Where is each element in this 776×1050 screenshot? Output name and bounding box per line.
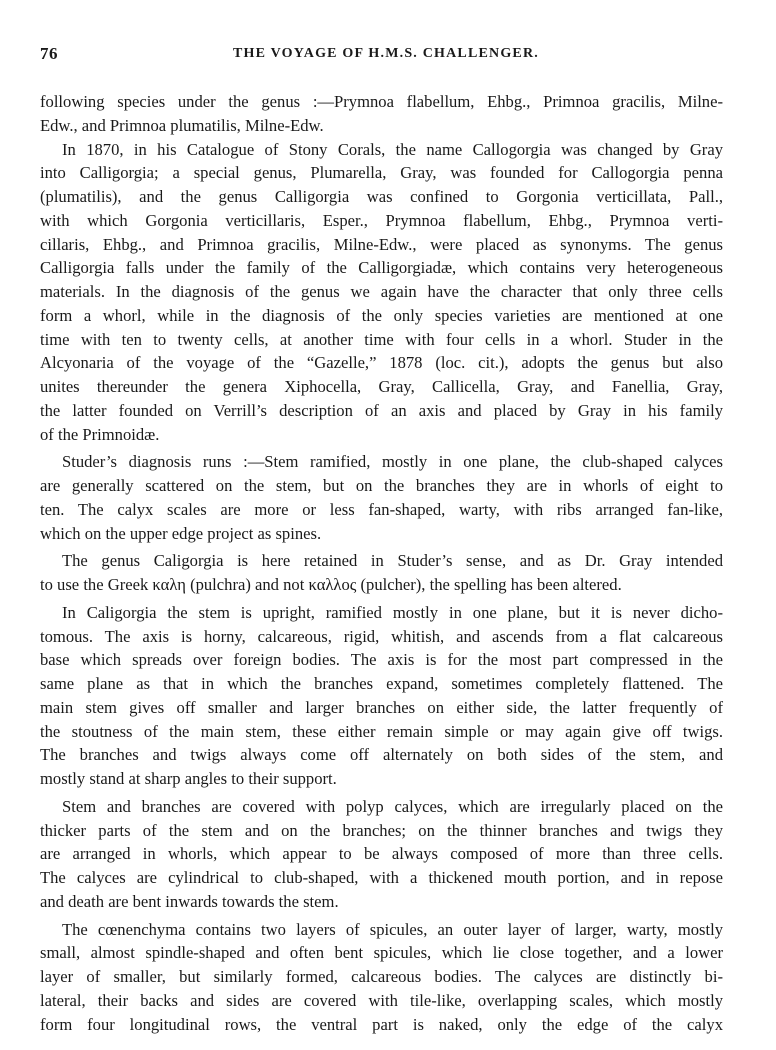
text-line: following species under the genus :—Prymnoa flabellum, Ehbg., Primnoa gracilis, Milne- xyxy=(40,92,723,111)
page-number: 76 xyxy=(40,44,58,63)
text-line: (plumatilis), and the genus Calligorgia was confined to Gorgonia verticillata, Pall., xyxy=(40,187,723,206)
paragraph-gray-catalogue xyxy=(40,138,723,447)
text-line: the stoutness of the main stem, these either remain simple or may again give off twigs. xyxy=(40,721,723,741)
text-line: are generally scattered on the stem, but on the branches they are in whorls of eight to xyxy=(40,476,723,495)
text-line: base which spreads over foreign bodies. The axis is for the most part compressed in the xyxy=(40,650,723,670)
text-line: Alcyonaria of the voyage of the “Gazelle,” 1878 (loc. cit.), adopts the genus but also xyxy=(40,353,723,373)
page-header xyxy=(40,44,732,68)
text-line: which on the upper edge project as spines. xyxy=(40,523,322,543)
text-line: The genus Caligorgia is here retained in Studer’s sense, and as Dr. Gray intended xyxy=(62,551,723,571)
running-title: THE VOYAGE OF H.M.S. CHALLENGER. xyxy=(233,46,539,61)
text-line: The calyces are cylindrical to club-shaped, with a thickened mouth portion, and in repose xyxy=(40,868,723,887)
text-line: into Calligorgia; a special genus, Plumarella, Gray, was founded for Callogorgia penna xyxy=(40,163,723,183)
text-line: form four longitudinal rows, the ventral part is naked, only the edge of the calyx xyxy=(40,1014,723,1034)
body-text xyxy=(40,90,723,1036)
text-line: time with ten to twenty cells, at another time with four cells in a whorl. Studer in the xyxy=(40,329,723,349)
text-line: ten. The calyx scales are more or less fan-shaped, warty, with ribs arranged fan-like, xyxy=(40,499,723,519)
text-line: Calligorgia falls under the family of the Calligorgiadæ, which contains very heterogeneous xyxy=(40,258,723,278)
text-line: thicker parts of the stem and on the branches; on the thinner branches and twigs they xyxy=(40,820,723,840)
text-line: small, almost spindle-shaped and often bent spicules, which lie close together, and a lower xyxy=(40,943,723,963)
text-line: form a whorl, while in the diagnosis of the only species varieties are mentioned at one xyxy=(40,305,723,325)
text-line: The cœnenchyma contains two layers of spicules, an outer layer of larger, warty, mostly xyxy=(62,919,723,939)
text-line: unites thereunder the genera Xiphocella, Gray, Callicella, Gray, and Fanellia, Gray, xyxy=(40,377,723,396)
text-line: to use the Greek καλη (pulchra) and not καλλος (pulcher), the spelling has been altered. xyxy=(40,575,622,594)
text-line: The branches and twigs always come off alternately on both sides of the stem, and xyxy=(40,745,723,765)
text-line: same plane as that in which the branches expand, sometimes completely flattened. The xyxy=(40,674,723,693)
text-line: main stem gives off smaller and larger branches on either side, the latter frequently of xyxy=(40,697,723,717)
text-line: tomous. The axis is horny, calcareous, rigid, whitish, and ascends from a flat calcareous xyxy=(40,626,723,646)
paragraph-continuation xyxy=(40,90,723,138)
paragraph-studer-diagnosis xyxy=(40,450,723,545)
text-line: cillaris, Ehbg., and Primnoa gracilis, Milne-Edw., were placed as synonyms. The genus xyxy=(40,234,723,254)
text-line: lateral, their backs and sides are covered with tile-like, overlapping scales, which mostly xyxy=(40,990,723,1010)
paragraph-genus-spelling xyxy=(40,549,723,597)
paragraph-polyp-calyces xyxy=(40,795,723,914)
text-line: with which Gorgonia verticillaris, Esper., Prymnoa flabellum, Ehbg., Prymnoa verti- xyxy=(40,210,723,230)
text-line: of the Primnoidæ. xyxy=(40,424,160,444)
text-line: and death are bent inwards towards the stem. xyxy=(40,891,339,911)
text-line: In Caligorgia the stem is upright, ramified mostly in one plane, but it is never dicho- xyxy=(62,602,723,622)
text-line: layer of smaller, but similarly formed, calcareous bodies. The calyces are distinctly bi- xyxy=(40,967,723,986)
paragraph-stem-description xyxy=(40,601,723,791)
text-line: are arranged in whorls, which appear to be always composed of more than three cells. xyxy=(40,844,723,864)
text-line: Edw., and Primnoa plumatilis, Milne-Edw. xyxy=(40,115,324,135)
text-line: mostly stand at sharp angles to their support. xyxy=(40,769,337,788)
text-line: Stem and branches are covered with polyp calyces, which are irregularly placed on the xyxy=(62,796,723,816)
text-line: materials. In the diagnosis of the genus we again have the character that only three cells xyxy=(40,282,723,301)
text-line: Studer’s diagnosis runs :—Stem ramified, mostly in one plane, the club-shaped calyces xyxy=(62,452,723,472)
text-line: the latter founded on Verrill’s description of an axis and placed by Gray in his family xyxy=(40,400,723,420)
paragraph-coenenchyma xyxy=(40,918,723,1037)
text-line: In 1870, in his Catalogue of Stony Corals, the name Callogorgia was changed by Gray xyxy=(62,139,723,159)
